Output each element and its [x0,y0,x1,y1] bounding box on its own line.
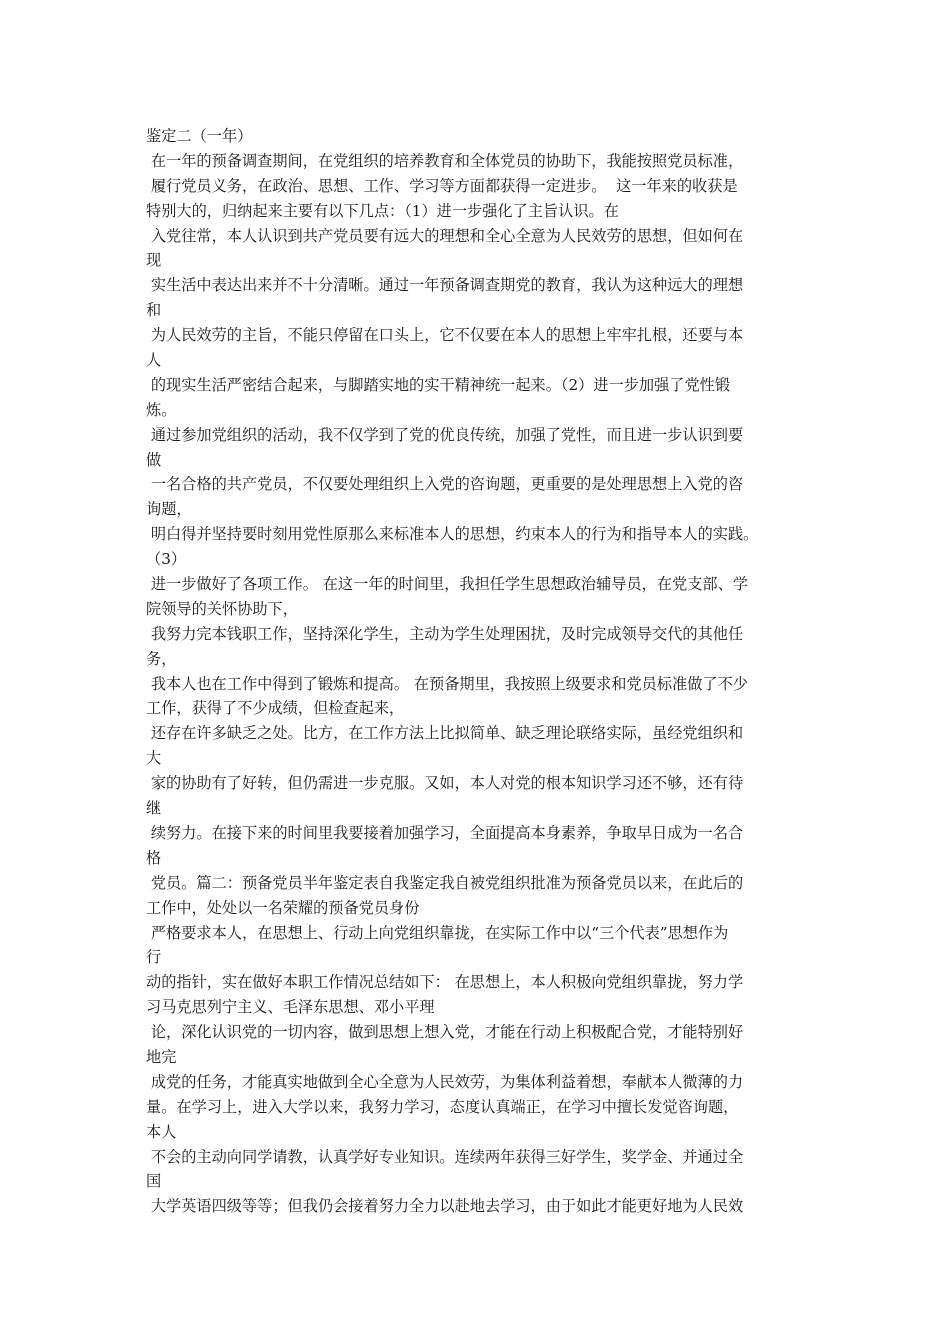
text-line: 进一步做好了各项工作。 在这一年的时间里，我担任学生思想政治辅导员，在党支部、学 [146,575,748,594]
text-line: 党员。篇二：预备党员半年鉴定表自我鉴定我自被党组织批准为预备党员以来，在此后的 [146,873,744,892]
text-line: 特别大的，归纳起来主要有以下几点：（1）进一步强化了主旨认识。在 [146,201,619,220]
text-line: 履行党员义务，在政治、思想、工作、学习等方面都获得一定进步。 这一年来的收获是 [146,176,738,195]
text-line: 我本人也在工作中得到了锻炼和提高。 在预备期里，我按照上级要求和党员标准做了不少 [146,674,748,693]
document-body [146,124,826,1219]
text-line: 工作中，处处以一名荣耀的预备党员身份 [146,898,420,917]
text-line: 严格要求本人，在思想上、行动上向党组织靠拢，在实际工作中以“三个代表”思想作为 [146,923,729,942]
text-line: 询题， [146,500,192,519]
text-line: 和 [146,301,162,320]
text-line: 不会的主动向同学请教，认真学好专业知识。连续两年获得三好学生，奖学金、并通过全 [146,1147,744,1166]
text-line: 明白得并坚持要时刻用党性原那么来标准本人的思想，约束本人的行为和指导本人的实践。 [146,525,759,544]
text-line: 还存在许多缺乏之处。比方，在工作方法上比拟简单、缺乏理论联络实际，虽经党组织和 [146,724,744,743]
text-line: 习马克思列宁主义、毛泽东思想、邓小平理 [146,998,435,1017]
text-line: 现 [146,251,162,270]
text-line: 继 [146,799,162,818]
text-line: 人 [146,351,162,370]
text-line: 大 [146,749,162,768]
text-line: 国 [146,1172,162,1191]
text-line: 实生活中表达出来并不十分清晰。通过一年预备调查期党的教育，我认为这种远大的理想 [146,276,744,295]
text-line: 家的协助有了好转，但仍需进一步克服。又如，本人对党的根本知识学习还不够，还有待 [146,774,744,793]
text-line: 在一年的预备调查期间，在党组织的培养教育和全体党员的协助下，我能按照党员标准， [146,151,744,170]
text-line: 炼。 [146,400,177,419]
text-line: 行 [146,948,162,967]
text-line: 入党往常，本人认识到共产党员要有远大的理想和全心全意为人民效劳的思想，但如何在 [146,226,744,245]
text-line: 地完 [146,1047,177,1066]
text-line: 一名合格的共产党员，不仅要处理组织上入党的咨询题，更重要的是处理思想上入党的咨 [146,475,744,494]
text-line: 务， [146,649,177,668]
text-line: 院领导的关怀协助下， [146,599,298,618]
text-line: （3） [146,550,187,569]
text-line: 通过参加党组织的活动，我不仅学到了党的优良传统，加强了党性，而且进一步认识到要 [146,425,744,444]
text-line: 本人 [146,1122,177,1141]
text-line: 成党的任务，才能真实地做到全心全意为人民效劳，为集体利益着想，奉献本人微薄的力 [146,1072,744,1091]
text-line: 我努力完本钱职工作，坚持深化学生，主动为学生处理困扰，及时完成领导交代的其他任 [146,624,744,643]
text-line: 动的指针，实在做好本职工作情况总结如下： 在思想上，本人积极向党组织靠拢，努力学 [146,973,744,992]
text-line: 格 [146,848,162,867]
text-line: 大学英语四级等等；但我仍会接着努力全力以赴地去学习，由于如此才能更好地为人民效 [146,1197,744,1216]
text-line: 续努力。在接下来的时间里我要接着加强学习，全面提高本身素养，争取早日成为一名合 [146,823,744,842]
text-line: 做 [146,450,162,469]
text-line: 工作，获得了不少成绩，但检查起来， [146,699,405,718]
text-line: 为人民效劳的主旨，不能只停留在口头上，它不仅要在本人的思想上牢牢扎根，还要与本 [146,326,744,345]
text-line: 量。在学习上，进入大学以来，我努力学习，态度认真端正，在学习中擅长发觉咨询题， [146,1097,739,1116]
text-line: 的现实生活严密结合起来，与脚踏实地的实干精神统一起来。（2）进一步加强了党性锻 [146,375,731,394]
text-line: 论，深化认识党的一切内容，做到思想上想入党，才能在行动上积极配合党，才能特别好 [146,1023,744,1042]
text-line: 鉴定二（一年） [146,127,253,145]
